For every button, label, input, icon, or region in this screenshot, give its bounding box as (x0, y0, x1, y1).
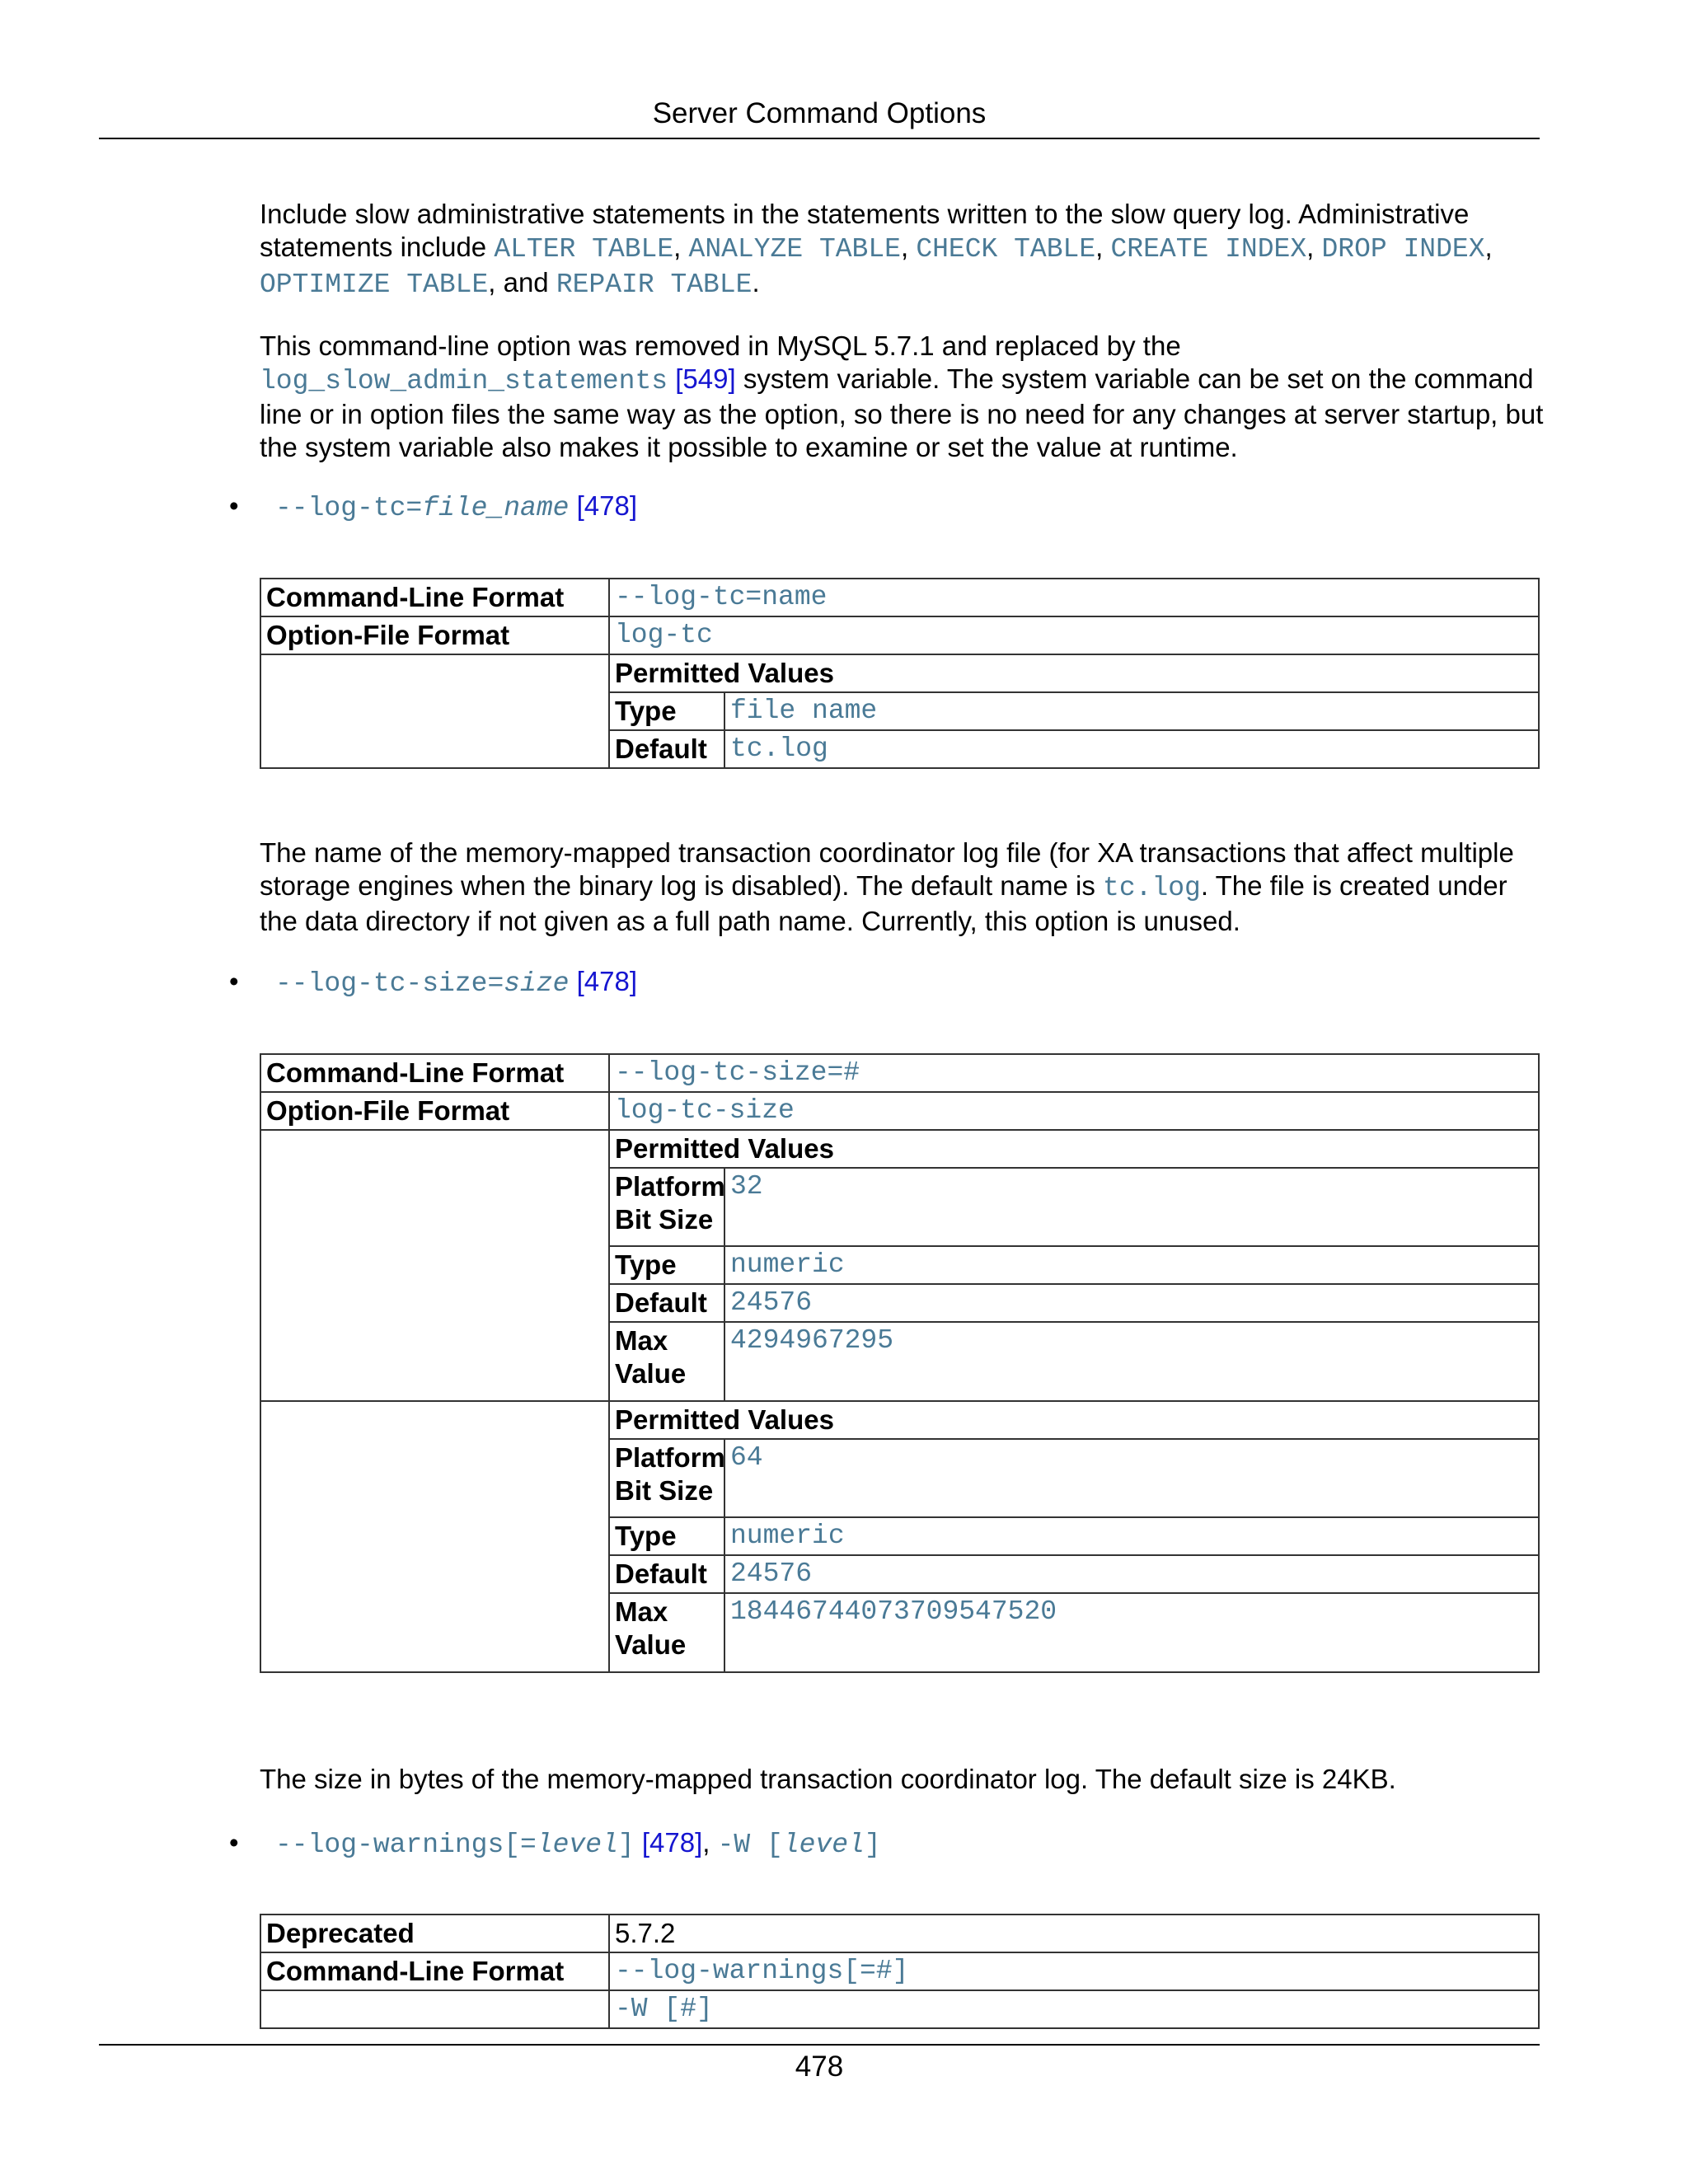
platform-label: Platform (615, 1171, 725, 1202)
option-name-var: file_name (422, 493, 570, 523)
cmd-line-format-value: --log-tc-size=# (609, 1054, 1539, 1092)
default-label: Default (610, 1284, 724, 1322)
permitted-values-group (609, 654, 1539, 768)
platform-value: 64 (724, 1439, 1538, 1517)
page-number: 478 (795, 2050, 844, 2083)
permitted-values-table (610, 1131, 1538, 1400)
option-name-var: level (536, 1830, 618, 1860)
option-log-tc-heading (229, 490, 637, 525)
option-file-format-label: Option-File Format (260, 616, 609, 654)
bit-size-label: Bit Size (615, 1475, 714, 1506)
removed-text-end: system variable. The system variable can be set on the command line or in option files the same way as the option, so there is no need for any changes at server startup, but the system variable also makes it possible to examine or set the value at runtime. (260, 363, 1544, 462)
comma: , (900, 232, 917, 262)
platform-value: 32 (724, 1168, 1538, 1246)
type-label: Type (610, 1246, 724, 1284)
max-label: Max (615, 1596, 668, 1627)
desc-text-start: The name of the memory-mapped transaction coordinator log file (for XA transactions that affect multiple storage engines when the binary log is disabled). The default name is (260, 837, 1514, 901)
empty-cell (260, 1990, 609, 2028)
option-name-prefix: --log-warnings[= (275, 1830, 537, 1860)
permitted-values-label: Permitted Values (610, 655, 1538, 692)
value-label: Value (615, 1629, 687, 1660)
ref-478-link[interactable]: [478] (641, 1827, 703, 1858)
intro-text: Include slow administrative statements in the statements written to the slow query log. Administrative statements include (260, 199, 1470, 262)
comma: , (1484, 232, 1493, 262)
stmt-alter-table[interactable]: ALTER TABLE (494, 234, 674, 265)
bullet: • (229, 490, 239, 521)
option-name-var: size (504, 968, 570, 999)
intro-paragraph-admin-statements (260, 198, 1545, 302)
page-header: Server Command Options (652, 97, 987, 129)
deprecated-label: Deprecated (260, 1915, 609, 1952)
desc-text-end: . The file is created under the data directory if not given as a full path name. Currently, this option is unused. (260, 870, 1507, 936)
intro-paragraph-removed (260, 330, 1545, 464)
type-label: Type (610, 1517, 724, 1555)
default-label: Default (610, 730, 724, 767)
alias-suffix: ] (864, 1830, 881, 1860)
max-value-label (610, 1593, 724, 1671)
platform-label: Platform (615, 1442, 725, 1473)
option-name-suffix: ] (617, 1830, 635, 1860)
type-value: numeric (724, 1246, 1538, 1284)
max-value: 18446744073709547520 (724, 1593, 1538, 1671)
permitted-values-label: Permitted Values (610, 1131, 1538, 1168)
option-file-format-label: Option-File Format (260, 1092, 609, 1130)
type-label: Type (610, 692, 724, 730)
bullet: • (229, 966, 239, 996)
type-value: file name (724, 692, 1538, 730)
option-table-log-warnings (260, 1914, 1540, 2029)
cmd-line-format-label: Command-Line Format (260, 579, 609, 616)
tc-log-code: tc.log (1103, 873, 1201, 903)
ref-478-link[interactable]: [478] (576, 490, 638, 521)
default-value: 24576 (724, 1555, 1538, 1593)
comma: , (1095, 232, 1111, 262)
stmt-check-table[interactable]: CHECK TABLE (916, 234, 1096, 265)
option-name[interactable] (275, 968, 569, 999)
default-value: tc.log (724, 730, 1538, 767)
log-tc-size-description: The size in bytes of the memory-mapped transaction coordinator log. The default size is 24KB. (260, 1764, 1396, 1794)
max-value: 4294967295 (724, 1322, 1538, 1400)
ref-478-link[interactable]: [478] (576, 966, 638, 996)
max-label: Max (615, 1325, 668, 1356)
empty-cell (260, 1130, 609, 1401)
option-table-log-tc (260, 578, 1540, 769)
default-value: 24576 (724, 1284, 1538, 1322)
and-word: , and (488, 267, 556, 298)
permitted-values-group-32 (609, 1130, 1539, 1401)
option-name[interactable] (275, 493, 569, 523)
stmt-drop-index[interactable]: DROP INDEX (1321, 234, 1485, 265)
permitted-values-group-64 (609, 1401, 1539, 1672)
option-log-tc-size-heading (229, 965, 637, 1001)
alias-prefix: -W [ (717, 1830, 783, 1860)
permitted-values-table (610, 655, 1538, 767)
comma: , (1306, 232, 1322, 262)
permitted-values-label: Permitted Values (610, 1402, 1538, 1439)
type-value: numeric (724, 1517, 1538, 1555)
platform-bit-size-label (610, 1168, 724, 1246)
comma: , (673, 232, 689, 262)
removed-text-start: This command-line option was removed in MySQL 5.7.1 and replaced by the (260, 330, 1181, 361)
cmd-line-format-value-alt: -W [#] (609, 1990, 1539, 2028)
cmd-line-format-value: --log-warnings[=#] (609, 1952, 1539, 1990)
ref-549-link[interactable]: [549] (675, 363, 736, 394)
cmd-line-format-label: Command-Line Format (260, 1054, 609, 1092)
option-name[interactable] (275, 1830, 635, 1860)
cmd-line-format-value: --log-tc=name (609, 579, 1539, 616)
header-rule (99, 138, 1540, 139)
option-file-format-value: log-tc (609, 616, 1539, 654)
platform-bit-size-label (610, 1439, 724, 1517)
log-slow-admin-statements-link[interactable]: log_slow_admin_statements (260, 366, 668, 396)
permitted-values-table (610, 1402, 1538, 1671)
alias-var: level (782, 1830, 865, 1860)
option-alias[interactable] (718, 1830, 881, 1860)
value-label: Value (615, 1358, 687, 1389)
option-name-prefix: --log-tc-size= (275, 968, 504, 999)
bullet: • (229, 1827, 239, 1858)
empty-cell (260, 654, 609, 768)
option-file-format-value: log-tc-size (609, 1092, 1539, 1130)
option-log-warnings-heading (229, 1826, 881, 1862)
stmt-create-index[interactable]: CREATE INDEX (1110, 234, 1307, 265)
bit-size-label: Bit Size (615, 1204, 714, 1235)
footer-rule (99, 2044, 1540, 2046)
stmt-repair-table[interactable]: REPAIR TABLE (556, 269, 753, 300)
stmt-analyze-table[interactable]: ANALYZE TABLE (688, 234, 901, 265)
max-value-label (610, 1322, 724, 1400)
empty-cell (260, 1401, 609, 1672)
cmd-line-format-label: Command-Line Format (260, 1952, 609, 1990)
period: . (752, 267, 760, 298)
default-label: Default (610, 1555, 724, 1593)
log-tc-description (260, 837, 1545, 938)
deprecated-value: 5.7.2 (609, 1915, 1539, 1952)
stmt-optimize-table[interactable]: OPTIMIZE TABLE (260, 269, 489, 300)
separator: , (702, 1827, 718, 1858)
option-name-prefix: --log-tc= (275, 493, 423, 523)
option-table-log-tc-size (260, 1053, 1540, 1673)
